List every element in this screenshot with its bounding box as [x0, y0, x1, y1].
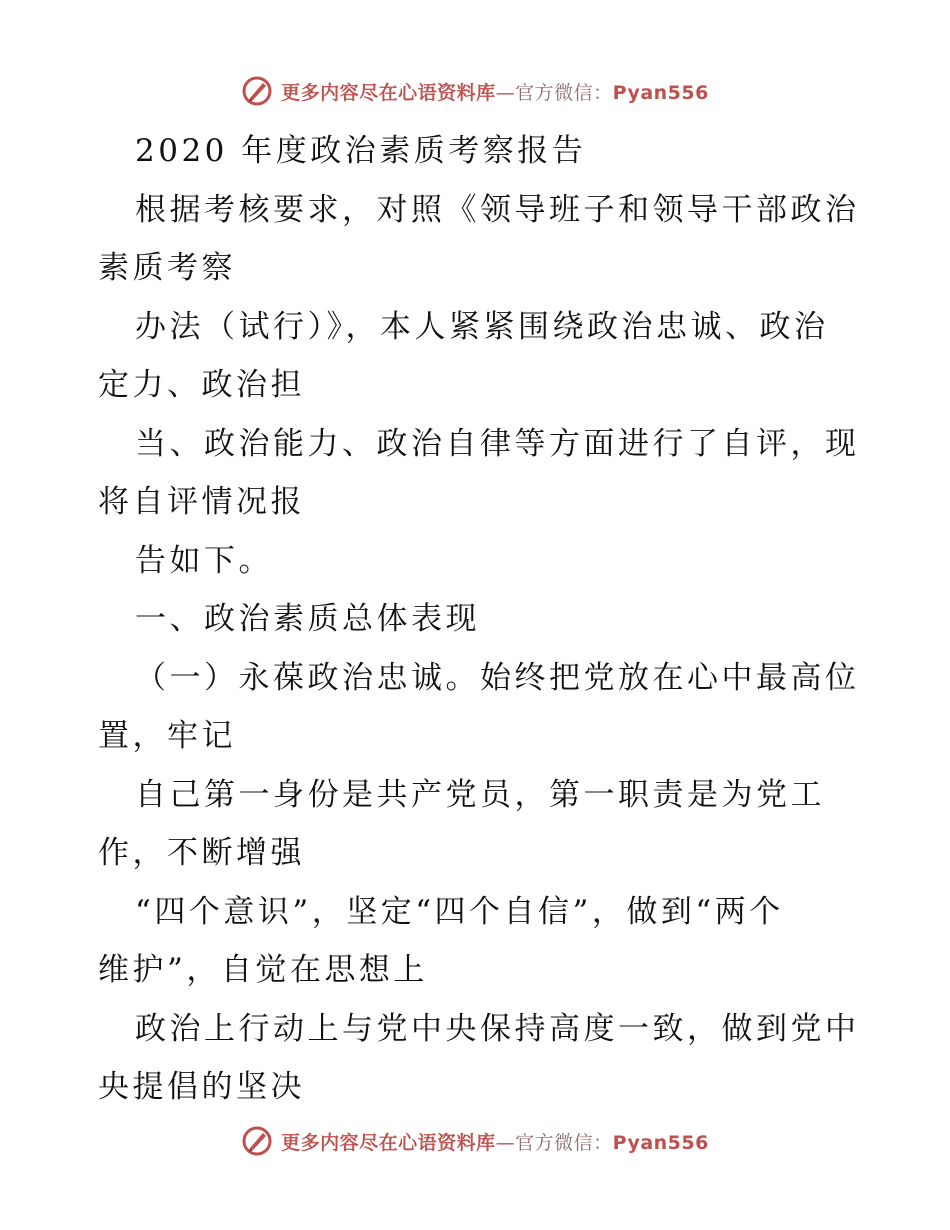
paragraph-line: 将自评情况报 [98, 484, 305, 520]
pen-circle-logo-icon [241, 75, 273, 107]
paragraph-line: 根据考核要求，对照《领导班子和领导干部政治 [135, 191, 860, 228]
watermark-brand: 更多内容尽在心语资料库 [281, 1131, 496, 1154]
paragraph-line: “四个意识”，坚定“四个自信”，做到“两个 [135, 893, 784, 930]
paragraph-line: 政治上行动上与党中央保持高度一致，做到党中 [135, 1010, 860, 1047]
paragraph-line: 办法（试行）》，本人紧紧围绕政治忠诚、政治 [135, 308, 829, 345]
watermark-footer [0, 1121, 950, 1161]
watermark-wechat-id: Pyan556 [612, 81, 709, 104]
paragraph-line: 定力、政治担 [98, 367, 305, 403]
paragraph-line: （一）永葆政治忠诚。始终把党放在心中最高位 [135, 659, 860, 696]
paragraph-line: 置，牢记 [98, 718, 236, 754]
watermark-official-label: 官方微信： [515, 81, 613, 104]
watermark-dash: — [495, 1131, 516, 1154]
paragraph-line: 维护”，自觉在思想上 [98, 952, 428, 988]
watermark-text [281, 1128, 709, 1155]
paragraph-line: 央提倡的坚决 [98, 1069, 305, 1105]
watermark-dash: — [495, 81, 516, 104]
paragraph-line: 当、政治能力、政治自律等方面进行了自评，现 [135, 425, 860, 462]
watermark-text [281, 78, 709, 105]
watermark-header [0, 71, 950, 111]
pen-circle-logo-icon [241, 1125, 273, 1157]
watermark-brand: 更多内容尽在心语资料库 [281, 81, 496, 104]
paragraph-line: 作，不断增强 [98, 835, 305, 871]
watermark-official-label: 官方微信： [515, 1131, 613, 1154]
document-body [98, 122, 858, 1117]
paragraph-line: 自己第一身份是共产党员，第一职责是为党工 [135, 776, 825, 813]
paragraph-line: 告如下。 [135, 542, 273, 579]
paragraph-line: 2020 年度政治素质考察报告 [135, 133, 587, 169]
paragraph-line: 素质考察 [98, 250, 236, 286]
watermark-wechat-id: Pyan556 [612, 1131, 709, 1154]
paragraph-line: 一、政治素质总体表现 [135, 601, 480, 637]
